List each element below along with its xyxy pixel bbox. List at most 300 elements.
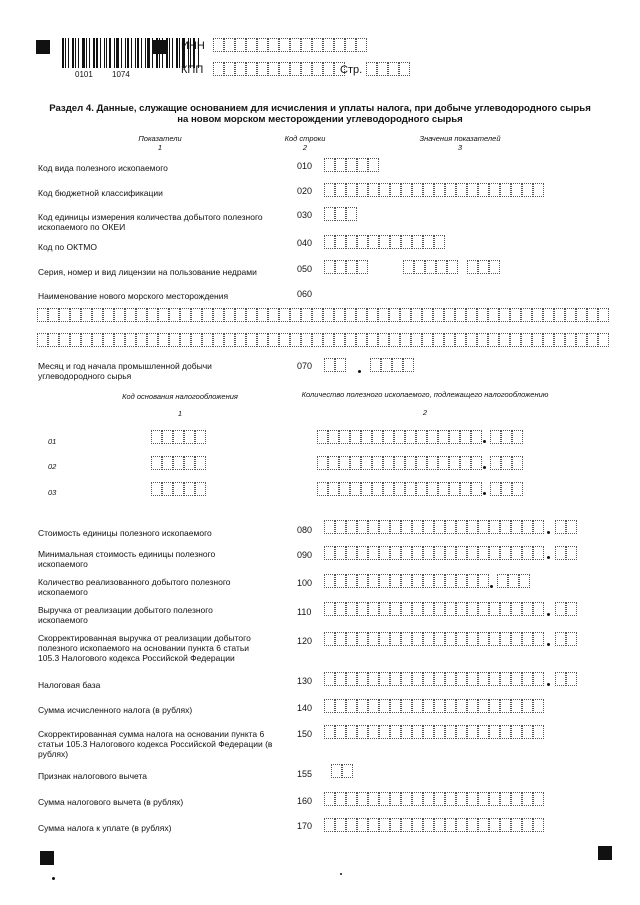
- input-cell[interactable]: [324, 207, 335, 221]
- input-cell[interactable]: [317, 482, 328, 496]
- row-110-frac-field[interactable]: [555, 602, 577, 616]
- input-cell[interactable]: [422, 308, 433, 322]
- input-cell[interactable]: [438, 430, 449, 444]
- input-cell[interactable]: [328, 430, 339, 444]
- input-cell[interactable]: [195, 482, 206, 496]
- input-cell[interactable]: [434, 818, 445, 832]
- input-cell[interactable]: [401, 672, 412, 686]
- input-cell[interactable]: [356, 333, 367, 347]
- input-cell[interactable]: [346, 158, 357, 172]
- input-cell[interactable]: [390, 725, 401, 739]
- input-cell[interactable]: [257, 38, 268, 52]
- input-cell[interactable]: [478, 574, 489, 588]
- input-cell[interactable]: [379, 520, 390, 534]
- input-cell[interactable]: [471, 482, 482, 496]
- input-cell[interactable]: [512, 482, 523, 496]
- input-cell[interactable]: [48, 333, 59, 347]
- input-cell[interactable]: [489, 602, 500, 616]
- input-cell[interactable]: [390, 546, 401, 560]
- input-cell[interactable]: [323, 308, 334, 322]
- input-cell[interactable]: [357, 792, 368, 806]
- input-cell[interactable]: [467, 818, 478, 832]
- input-cell[interactable]: [566, 602, 577, 616]
- input-cell[interactable]: [345, 38, 356, 52]
- input-cell[interactable]: [48, 308, 59, 322]
- input-cell[interactable]: [555, 520, 566, 534]
- input-cell[interactable]: [361, 430, 372, 444]
- input-cell[interactable]: [346, 699, 357, 713]
- input-cell[interactable]: [445, 632, 456, 646]
- input-cell[interactable]: [405, 456, 416, 470]
- input-cell[interactable]: [438, 456, 449, 470]
- input-cell[interactable]: [368, 818, 379, 832]
- input-cell[interactable]: [488, 333, 499, 347]
- input-cell[interactable]: [323, 333, 334, 347]
- input-cell[interactable]: [346, 235, 357, 249]
- input-cell[interactable]: [423, 183, 434, 197]
- input-cell[interactable]: [324, 792, 335, 806]
- input-cell[interactable]: [434, 235, 445, 249]
- input-cell[interactable]: [576, 308, 587, 322]
- input-cell[interactable]: [445, 725, 456, 739]
- input-cell[interactable]: [489, 672, 500, 686]
- input-cell[interactable]: [357, 672, 368, 686]
- input-cell[interactable]: [412, 183, 423, 197]
- input-cell[interactable]: [290, 38, 301, 52]
- input-cell[interactable]: [379, 574, 390, 588]
- input-cell[interactable]: [478, 672, 489, 686]
- input-cell[interactable]: [511, 520, 522, 534]
- row-155-field[interactable]: [331, 764, 353, 778]
- input-cell[interactable]: [412, 672, 423, 686]
- input-cell[interactable]: [335, 235, 346, 249]
- input-cell[interactable]: [477, 333, 488, 347]
- input-cell[interactable]: [317, 456, 328, 470]
- input-cell[interactable]: [390, 602, 401, 616]
- input-cell[interactable]: [324, 546, 335, 560]
- input-cell[interactable]: [478, 632, 489, 646]
- input-cell[interactable]: [405, 430, 416, 444]
- input-cell[interactable]: [519, 574, 530, 588]
- row-080-frac-field[interactable]: [555, 520, 577, 534]
- input-cell[interactable]: [444, 333, 455, 347]
- input-cell[interactable]: [173, 430, 184, 444]
- input-cell[interactable]: [456, 183, 467, 197]
- input-cell[interactable]: [554, 308, 565, 322]
- input-cell[interactable]: [543, 308, 554, 322]
- input-cell[interactable]: [368, 672, 379, 686]
- input-cell[interactable]: [434, 632, 445, 646]
- input-cell[interactable]: [390, 818, 401, 832]
- input-cell[interactable]: [356, 38, 367, 52]
- input-cell[interactable]: [346, 260, 357, 274]
- input-cell[interactable]: [478, 725, 489, 739]
- input-cell[interactable]: [368, 235, 379, 249]
- input-cell[interactable]: [598, 333, 609, 347]
- input-cell[interactable]: [445, 818, 456, 832]
- input-cell[interactable]: [324, 183, 335, 197]
- input-cell[interactable]: [500, 520, 511, 534]
- input-cell[interactable]: [268, 38, 279, 52]
- input-cell[interactable]: [346, 546, 357, 560]
- input-cell[interactable]: [317, 430, 328, 444]
- input-cell[interactable]: [147, 333, 158, 347]
- input-cell[interactable]: [390, 792, 401, 806]
- input-cell[interactable]: [522, 792, 533, 806]
- input-cell[interactable]: [158, 333, 169, 347]
- input-cell[interactable]: [390, 520, 401, 534]
- input-cell[interactable]: [357, 699, 368, 713]
- input-cell[interactable]: [312, 62, 323, 76]
- input-cell[interactable]: [346, 818, 357, 832]
- input-cell[interactable]: [151, 482, 162, 496]
- input-cell[interactable]: [383, 430, 394, 444]
- input-cell[interactable]: [257, 62, 268, 76]
- input-cell[interactable]: [434, 602, 445, 616]
- input-cell[interactable]: [37, 333, 48, 347]
- input-cell[interactable]: [361, 482, 372, 496]
- input-cell[interactable]: [423, 520, 434, 534]
- input-cell[interactable]: [555, 632, 566, 646]
- input-cell[interactable]: [335, 158, 346, 172]
- input-cell[interactable]: [434, 792, 445, 806]
- input-cell[interactable]: [456, 672, 467, 686]
- input-cell[interactable]: [324, 818, 335, 832]
- row-080-int-field[interactable]: [324, 520, 544, 534]
- input-cell[interactable]: [401, 574, 412, 588]
- input-cell[interactable]: [466, 308, 477, 322]
- input-cell[interactable]: [335, 183, 346, 197]
- input-cell[interactable]: [412, 792, 423, 806]
- input-cell[interactable]: [103, 333, 114, 347]
- input-cell[interactable]: [381, 358, 392, 372]
- input-cell[interactable]: [460, 430, 471, 444]
- input-cell[interactable]: [37, 308, 48, 322]
- input-cell[interactable]: [357, 260, 368, 274]
- basis-row-01-int-field[interactable]: [317, 430, 482, 444]
- row-170-field[interactable]: [324, 818, 544, 832]
- page-number-field[interactable]: [366, 62, 410, 76]
- input-cell[interactable]: [345, 308, 356, 322]
- input-cell[interactable]: [533, 546, 544, 560]
- row-090-frac-field[interactable]: [555, 546, 577, 560]
- input-cell[interactable]: [290, 333, 301, 347]
- inn-field[interactable]: [213, 38, 367, 52]
- input-cell[interactable]: [224, 38, 235, 52]
- input-cell[interactable]: [478, 183, 489, 197]
- input-cell[interactable]: [379, 183, 390, 197]
- input-cell[interactable]: [202, 333, 213, 347]
- input-cell[interactable]: [324, 699, 335, 713]
- input-cell[interactable]: [416, 482, 427, 496]
- input-cell[interactable]: [301, 62, 312, 76]
- input-cell[interactable]: [489, 183, 500, 197]
- input-cell[interactable]: [522, 183, 533, 197]
- input-cell[interactable]: [59, 308, 70, 322]
- input-cell[interactable]: [423, 546, 434, 560]
- input-cell[interactable]: [500, 725, 511, 739]
- input-cell[interactable]: [500, 546, 511, 560]
- input-cell[interactable]: [500, 183, 511, 197]
- input-cell[interactable]: [367, 333, 378, 347]
- input-cell[interactable]: [357, 818, 368, 832]
- input-cell[interactable]: [576, 333, 587, 347]
- input-cell[interactable]: [522, 725, 533, 739]
- input-cell[interactable]: [490, 430, 501, 444]
- input-cell[interactable]: [401, 818, 412, 832]
- input-cell[interactable]: [533, 725, 544, 739]
- input-cell[interactable]: [555, 672, 566, 686]
- row-070-year-field[interactable]: [370, 358, 414, 372]
- input-cell[interactable]: [357, 158, 368, 172]
- input-cell[interactable]: [103, 308, 114, 322]
- row-040-field[interactable]: [324, 235, 445, 249]
- input-cell[interactable]: [412, 632, 423, 646]
- input-cell[interactable]: [323, 62, 334, 76]
- input-cell[interactable]: [312, 38, 323, 52]
- input-cell[interactable]: [533, 183, 544, 197]
- row-110-int-field[interactable]: [324, 602, 544, 616]
- row-150-field[interactable]: [324, 725, 544, 739]
- input-cell[interactable]: [379, 546, 390, 560]
- input-cell[interactable]: [257, 333, 268, 347]
- input-cell[interactable]: [191, 308, 202, 322]
- input-cell[interactable]: [191, 333, 202, 347]
- input-cell[interactable]: [427, 430, 438, 444]
- input-cell[interactable]: [324, 520, 335, 534]
- input-cell[interactable]: [213, 333, 224, 347]
- input-cell[interactable]: [368, 632, 379, 646]
- input-cell[interactable]: [522, 818, 533, 832]
- basis-row-01-frac-field[interactable]: [490, 430, 523, 444]
- input-cell[interactable]: [565, 308, 576, 322]
- input-cell[interactable]: [323, 38, 334, 52]
- input-cell[interactable]: [169, 308, 180, 322]
- input-cell[interactable]: [151, 456, 162, 470]
- input-cell[interactable]: [445, 792, 456, 806]
- input-cell[interactable]: [423, 632, 434, 646]
- input-cell[interactable]: [195, 430, 206, 444]
- input-cell[interactable]: [379, 699, 390, 713]
- input-cell[interactable]: [357, 520, 368, 534]
- input-cell[interactable]: [346, 520, 357, 534]
- input-cell[interactable]: [499, 308, 510, 322]
- input-cell[interactable]: [114, 333, 125, 347]
- input-cell[interactable]: [456, 725, 467, 739]
- input-cell[interactable]: [290, 62, 301, 76]
- input-cell[interactable]: [378, 308, 389, 322]
- input-cell[interactable]: [400, 333, 411, 347]
- input-cell[interactable]: [512, 430, 523, 444]
- input-cell[interactable]: [339, 456, 350, 470]
- input-cell[interactable]: [511, 792, 522, 806]
- input-cell[interactable]: [533, 520, 544, 534]
- row-160-field[interactable]: [324, 792, 544, 806]
- input-cell[interactable]: [522, 546, 533, 560]
- basis-row-03-code-field[interactable]: [151, 482, 206, 496]
- input-cell[interactable]: [392, 358, 403, 372]
- row-050-type-field[interactable]: [467, 260, 500, 274]
- input-cell[interactable]: [488, 308, 499, 322]
- input-cell[interactable]: [447, 260, 458, 274]
- input-cell[interactable]: [268, 333, 279, 347]
- input-cell[interactable]: [378, 333, 389, 347]
- input-cell[interactable]: [368, 520, 379, 534]
- input-cell[interactable]: [394, 482, 405, 496]
- input-cell[interactable]: [334, 333, 345, 347]
- input-cell[interactable]: [346, 183, 357, 197]
- row-010-field[interactable]: [324, 158, 379, 172]
- input-cell[interactable]: [445, 546, 456, 560]
- input-cell[interactable]: [423, 818, 434, 832]
- input-cell[interactable]: [412, 520, 423, 534]
- input-cell[interactable]: [388, 62, 399, 76]
- input-cell[interactable]: [324, 632, 335, 646]
- input-cell[interactable]: [383, 456, 394, 470]
- input-cell[interactable]: [335, 602, 346, 616]
- input-cell[interactable]: [532, 308, 543, 322]
- input-cell[interactable]: [478, 792, 489, 806]
- input-cell[interactable]: [478, 699, 489, 713]
- input-cell[interactable]: [555, 546, 566, 560]
- input-cell[interactable]: [184, 456, 195, 470]
- input-cell[interactable]: [342, 764, 353, 778]
- input-cell[interactable]: [125, 308, 136, 322]
- input-cell[interactable]: [379, 725, 390, 739]
- input-cell[interactable]: [389, 333, 400, 347]
- input-cell[interactable]: [335, 818, 346, 832]
- input-cell[interactable]: [500, 792, 511, 806]
- input-cell[interactable]: [162, 456, 173, 470]
- input-cell[interactable]: [290, 308, 301, 322]
- input-cell[interactable]: [501, 430, 512, 444]
- input-cell[interactable]: [379, 235, 390, 249]
- row-100-int-field[interactable]: [324, 574, 489, 588]
- basis-row-03-int-field[interactable]: [317, 482, 482, 496]
- input-cell[interactable]: [268, 62, 279, 76]
- input-cell[interactable]: [500, 632, 511, 646]
- input-cell[interactable]: [379, 602, 390, 616]
- input-cell[interactable]: [202, 308, 213, 322]
- input-cell[interactable]: [456, 632, 467, 646]
- row-130-int-field[interactable]: [324, 672, 544, 686]
- input-cell[interactable]: [136, 308, 147, 322]
- input-cell[interactable]: [445, 183, 456, 197]
- input-cell[interactable]: [423, 672, 434, 686]
- input-cell[interactable]: [224, 62, 235, 76]
- input-cell[interactable]: [412, 546, 423, 560]
- input-cell[interactable]: [445, 574, 456, 588]
- input-cell[interactable]: [471, 456, 482, 470]
- input-cell[interactable]: [489, 699, 500, 713]
- input-cell[interactable]: [511, 699, 522, 713]
- input-cell[interactable]: [345, 333, 356, 347]
- input-cell[interactable]: [438, 482, 449, 496]
- input-cell[interactable]: [414, 260, 425, 274]
- input-cell[interactable]: [403, 260, 414, 274]
- input-cell[interactable]: [324, 574, 335, 588]
- input-cell[interactable]: [460, 482, 471, 496]
- input-cell[interactable]: [279, 62, 290, 76]
- input-cell[interactable]: [390, 699, 401, 713]
- row-060-field-line1[interactable]: [37, 308, 609, 322]
- input-cell[interactable]: [328, 456, 339, 470]
- input-cell[interactable]: [366, 62, 377, 76]
- input-cell[interactable]: [383, 482, 394, 496]
- input-cell[interactable]: [357, 574, 368, 588]
- input-cell[interactable]: [114, 308, 125, 322]
- input-cell[interactable]: [180, 333, 191, 347]
- input-cell[interactable]: [416, 430, 427, 444]
- input-cell[interactable]: [422, 333, 433, 347]
- input-cell[interactable]: [162, 430, 173, 444]
- input-cell[interactable]: [598, 308, 609, 322]
- input-cell[interactable]: [510, 333, 521, 347]
- input-cell[interactable]: [436, 260, 447, 274]
- input-cell[interactable]: [335, 725, 346, 739]
- input-cell[interactable]: [445, 520, 456, 534]
- input-cell[interactable]: [372, 456, 383, 470]
- input-cell[interactable]: [350, 482, 361, 496]
- input-cell[interactable]: [335, 260, 346, 274]
- row-090-int-field[interactable]: [324, 546, 544, 560]
- input-cell[interactable]: [587, 333, 598, 347]
- input-cell[interactable]: [162, 482, 173, 496]
- input-cell[interactable]: [357, 546, 368, 560]
- input-cell[interactable]: [184, 430, 195, 444]
- input-cell[interactable]: [434, 672, 445, 686]
- input-cell[interactable]: [173, 482, 184, 496]
- input-cell[interactable]: [350, 456, 361, 470]
- input-cell[interactable]: [423, 792, 434, 806]
- input-cell[interactable]: [379, 818, 390, 832]
- input-cell[interactable]: [346, 574, 357, 588]
- input-cell[interactable]: [433, 308, 444, 322]
- input-cell[interactable]: [389, 308, 400, 322]
- input-cell[interactable]: [81, 308, 92, 322]
- input-cell[interactable]: [478, 602, 489, 616]
- input-cell[interactable]: [449, 482, 460, 496]
- input-cell[interactable]: [324, 725, 335, 739]
- input-cell[interactable]: [497, 574, 508, 588]
- input-cell[interactable]: [405, 482, 416, 496]
- input-cell[interactable]: [510, 308, 521, 322]
- input-cell[interactable]: [522, 632, 533, 646]
- input-cell[interactable]: [390, 574, 401, 588]
- input-cell[interactable]: [324, 158, 335, 172]
- row-120-frac-field[interactable]: [555, 632, 577, 646]
- row-070-month-field[interactable]: [324, 358, 346, 372]
- input-cell[interactable]: [357, 632, 368, 646]
- input-cell[interactable]: [401, 725, 412, 739]
- input-cell[interactable]: [401, 632, 412, 646]
- input-cell[interactable]: [346, 672, 357, 686]
- input-cell[interactable]: [279, 308, 290, 322]
- input-cell[interactable]: [357, 602, 368, 616]
- input-cell[interactable]: [335, 546, 346, 560]
- input-cell[interactable]: [334, 308, 345, 322]
- input-cell[interactable]: [489, 632, 500, 646]
- input-cell[interactable]: [301, 333, 312, 347]
- input-cell[interactable]: [499, 333, 510, 347]
- row-120-int-field[interactable]: [324, 632, 544, 646]
- input-cell[interactable]: [136, 333, 147, 347]
- input-cell[interactable]: [169, 333, 180, 347]
- row-020-field[interactable]: [324, 183, 544, 197]
- input-cell[interactable]: [467, 632, 478, 646]
- input-cell[interactable]: [235, 333, 246, 347]
- input-cell[interactable]: [522, 602, 533, 616]
